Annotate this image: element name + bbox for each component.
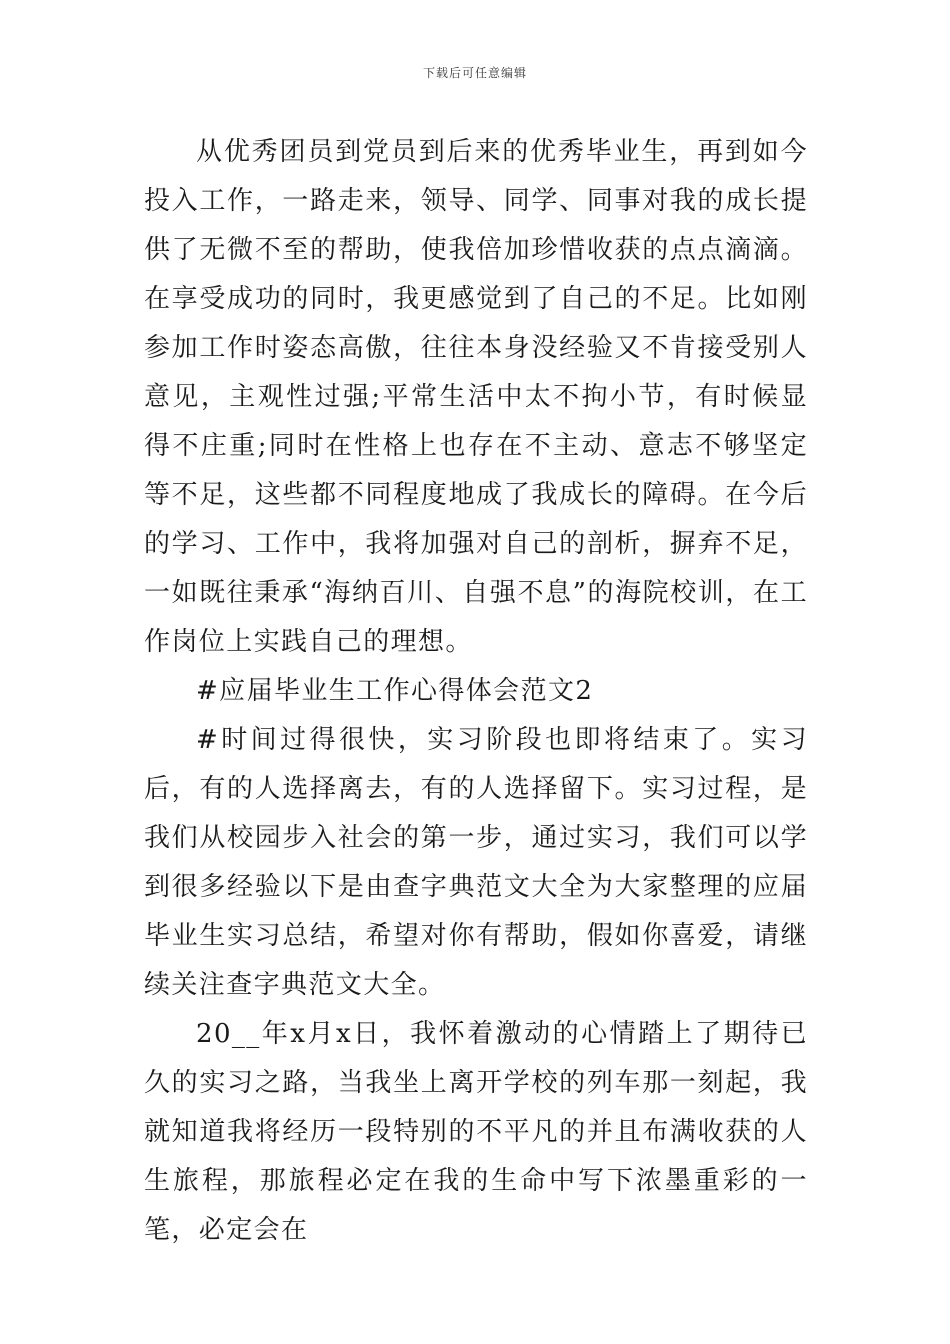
paragraph-internship-start: 20__年x月x日，我怀着激动的心情踏上了期待已久的实习之路，当我坐上离开学校的列车那一刻起，我就知道我将经历一段特别的不平凡的并且布满收获的人生旅程，那旅程必定在我的生命中写下浓墨重彩的一笔，必定会在: [144, 1019, 808, 1245]
paragraph-internship-intro: #时间过得很快，实习阶段也即将结束了。实习后，有的人选择离去，有的人选择留下。实习过程，是我们从校园步入社会的第一步，通过实习，我们可以学到很多经验以下是由查字典范文大全为大家整理的应届毕业生实习总结，希望对你有帮助，假如你喜爱，请继续关注查字典范文大全。: [144, 725, 808, 1000]
paragraph-reflection: 从优秀团员到党员到后来的优秀毕业生，再到如今投入工作，一路走来，领导、同学、同事对我的成长提供了无微不至的帮助，使我倍加珍惜收获的点点滴滴。在享受成功的同时，我更感觉到了自己的不足。比如刚参加工作时姿态高傲，往往本身没经验又不肯接受别人意见，主观性过强;平常生活中太不拘小节，有时候显得不庄重;同时在性格上也存在不主动、意志不够坚定等不足，这些都不同程度地成了我成长的障碍。在今后的学习、工作中，我将加强对自己的剖析，摒弃不足，一如既往秉承“海纳百川、自强不息”的海院校训，在工作岗位上实践自己的理想。: [144, 137, 808, 657]
document-body: [144, 128, 808, 1255]
page-header-note: 下载后可任意编辑: [422, 66, 527, 80]
section-heading: #应届毕业生工作心得体会范文2: [196, 676, 594, 706]
